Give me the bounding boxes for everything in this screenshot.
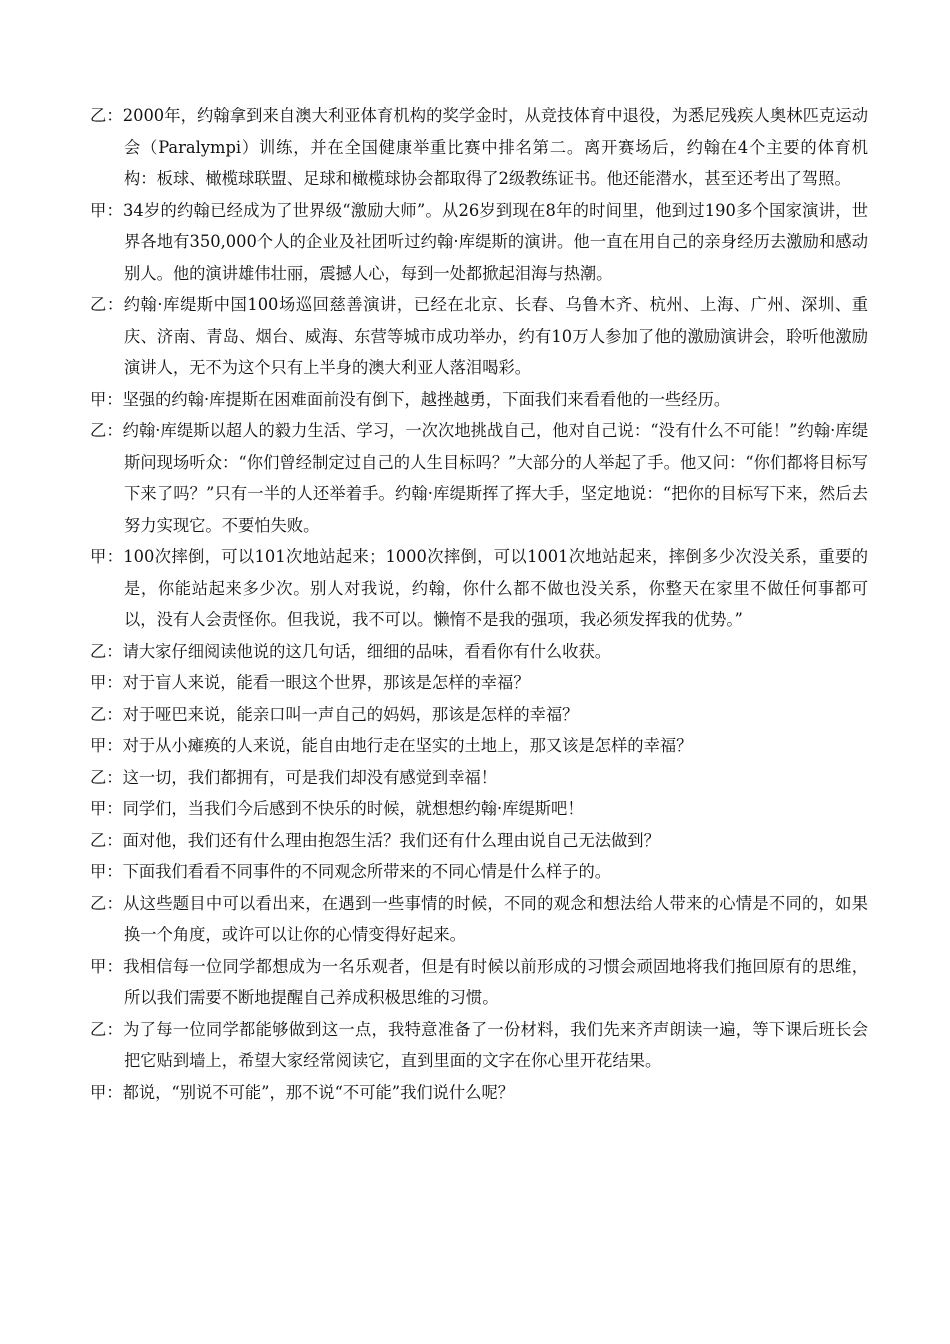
dialogue-paragraph: 甲：我相信每一位同学都想成为一名乐观者，但是有时候以前形成的习惯会顽固地将我们拖回原有的思维，所以我们需要不断地提醒自己养成积极思维的习惯。 <box>90 956 868 1007</box>
dialogue-paragraph: 乙：为了每一位同学都能够做到这一点，我特意准备了一份材料，我们先来齐声朗读一遍，等下课后班长会把它贴到墙上，希望大家经常阅读它，直到里面的文字在你心里开花结果。 <box>90 1019 868 1070</box>
dialogue-paragraph: 甲：同学们，当我们今后感到不快乐的时候，就想想约翰·库缇斯吧！ <box>90 799 584 818</box>
dialogue-paragraph: 甲：对于盲人来说，能看一眼这个世界，那该是怎样的幸福？ <box>90 673 530 692</box>
dialogue-paragraph: 甲：对于从小瘫痪的人来说，能自由地行走在坚实的土地上，那又该是怎样的幸福？ <box>90 736 693 755</box>
dialogue-paragraph: 乙：约翰·库缇斯中国100场巡回慈善演讲，已经在北京、长春、乌鲁木齐、杭州、上海、广州、深圳、重庆、济南、青岛、烟台、威海、东营等城市成功举办，约有10万人参加了他的激励演讲会，聆听他激励演讲人，无不为这个只有上半身的澳大利亚人落泪喝彩。 <box>90 295 868 377</box>
dialogue-paragraph: 甲：都说，“别说不可能”，那不说“不可能”我们说什么呢？ <box>90 1082 515 1102</box>
document-page <box>90 100 868 1108</box>
dialogue-paragraph: 乙：从这些题目中可以看出来，在遇到一些事情的时候，不同的观念和想法给人带来的心情是不同的，如果换一个角度，或许可以让你的心情变得好起来。 <box>90 893 868 944</box>
dialogue-paragraph: 乙：2000年，约翰拿到来自澳大利亚体育机构的奖学金时，从竞技体育中退役，为悉尼残疾人奥林匹克运动会（Paralympi）训练，并在全国健康举重比赛中排名第二。离开赛场后，约翰在4个主要的体育机构：板球、橄榄球联盟、足球和橄榄球协会都取得了2级教练证书。他还能潜水，甚至还考出了驾照。 <box>90 106 868 188</box>
dialogue-paragraph: 乙：这一切，我们都拥有，可是我们却没有感觉到幸福！ <box>90 767 498 787</box>
dialogue-paragraph: 甲：下面我们看看不同事件的不同观念所带来的不同心情是什么样子的。 <box>90 862 612 881</box>
dialogue-paragraph: 乙：面对他，我们还有什么理由抱怨生活？我们还有什么理由说自己无法做到？ <box>90 830 660 850</box>
dialogue-paragraph: 甲：100次摔倒，可以101次地站起来；1000次摔倒，可以1001次地站起来，摔倒多少次没关系，重要的是，你能站起来多少次。别人对我说，约翰，你什么都不做也没关系，你整天在家里不做任何事都可以，没有人会责怪你。但我说，我不可以。懒惰不是我的强项，我必须发挥我的优势。” <box>90 547 868 629</box>
dialogue-paragraph: 乙：对于哑巴来说，能亲口叫一声自己的妈妈，那该是怎样的幸福？ <box>90 704 579 724</box>
dialogue-paragraph: 甲：34岁的约翰已经成为了世界级“激励大师”。从26岁到现在8年的时间里，他到过190多个国家演讲，世界各地有350,000个人的企业及社团听过约翰·库缇斯的演讲。他一直在用自己的亲身经历去激励和感动别人。他的演讲雄伟壮丽，震撼人心，每到一处都掀起泪海与热潮。 <box>90 200 868 283</box>
dialogue-paragraph: 乙：约翰·库缇斯以超人的毅力生活、学习，一次次地挑战自己，他对自己说：“没有什么不可能！”约翰·库缇斯问现场听众：“你们曾经制定过自己的人生目标吗？”大部分的人举起了手。他又问：“你们都将目标写下来了吗？”只有一半的人还举着手。约翰·库缇斯挥了挥大手，坚定地说：“把你的目标写下来，然后去努力实现它。不要怕失败。 <box>90 421 868 535</box>
dialogue-paragraph: 甲：坚强的约翰·库提斯在困难面前没有倒下，越挫越勇，下面我们来看看他的一些经历。 <box>90 389 731 409</box>
dialogue-paragraph: 乙：请大家仔细阅读他说的这几句话，细细的品味，看看你有什么收获。 <box>90 641 612 661</box>
